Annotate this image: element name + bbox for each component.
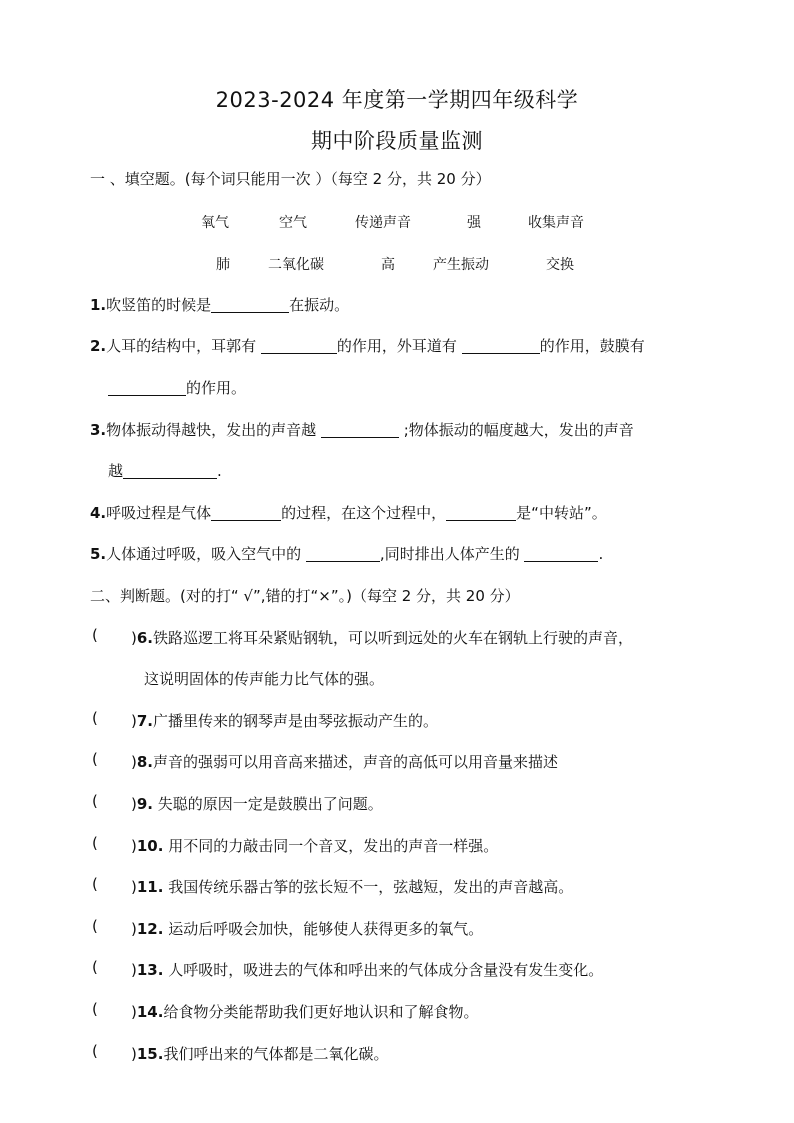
word-bank-item: 肺 — [216, 257, 230, 273]
answer-blank[interactable] — [446, 502, 516, 521]
question-3-cont: 越 . — [108, 462, 222, 480]
judgment-item-11: )11. 我国传统乐器古筝的弦长短不一，弦越短，发出的声音越高。 — [131, 878, 574, 896]
page-subtitle: 期中阶段质量监测 — [311, 129, 483, 153]
word-bank-item: 传递声音 — [355, 215, 411, 231]
answer-blank[interactable] — [108, 377, 186, 396]
word-bank-item: 交换 — [546, 257, 574, 273]
answer-paren-open[interactable]: ( — [92, 875, 98, 893]
answer-paren-open[interactable]: ( — [92, 834, 98, 852]
judgment-item-14: )14.给食物分类能帮助我们更好地认识和了解食物。 — [131, 1003, 479, 1021]
question-4: 4.呼吸过程是气体 的过程，在这个过程中， 是“中转站”。 — [90, 504, 607, 522]
judgment-item-6: )6.铁路巡逻工将耳朵紧贴钢轨，可以听到远处的火车在钢轨上行驶的声音， — [131, 629, 634, 647]
judgment-item-7: )7.广播里传来的钢琴声是由琴弦振动产生的。 — [131, 712, 439, 730]
question-2-cont: 的作用。 — [108, 376, 246, 400]
word-bank-item: 空气 — [279, 215, 307, 231]
judgment-item-13: )13. 人呼吸时，吸进去的气体和呼出来的气体成分含量没有发生变化。 — [131, 961, 604, 979]
judgment-item-10: )10. 用不同的力敲击同一个音叉，发出的声音一样强。 — [131, 837, 499, 855]
answer-blank[interactable] — [123, 460, 217, 479]
answer-paren-open[interactable]: ( — [92, 709, 98, 727]
judgment-item-12: )12. 运动后呼吸会加快，能够使人获得更多的氧气。 — [131, 920, 484, 938]
word-bank-item: 氧气 — [201, 215, 229, 231]
answer-blank[interactable] — [321, 419, 399, 438]
word-bank-item: 强 — [467, 215, 481, 231]
word-bank-item: 产生振动 — [433, 257, 489, 273]
question-2: 2.人耳的结构中，耳郭有 的作用，外耳道有 的作用，鼓膜有 — [90, 337, 645, 355]
judgment-item-6-cont: 这说明固体的传声能力比气体的强。 — [144, 670, 385, 688]
answer-paren-open[interactable]: ( — [92, 917, 98, 935]
question-1: 1.吹竖笛的时候是 在振动。 — [90, 296, 350, 314]
question-3: 3.物体振动得越快，发出的声音越 ;物体振动的幅度越大，发出的声音 — [90, 421, 634, 439]
answer-blank[interactable] — [261, 335, 337, 354]
answer-blank[interactable] — [211, 294, 289, 313]
answer-paren-open[interactable]: ( — [92, 750, 98, 768]
section1-heading: 一 、填空题。(每个词只能用一次 ）（每空 2 分，共 20 分） — [90, 170, 491, 188]
answer-paren-open[interactable]: ( — [92, 792, 98, 810]
word-bank-item: 收集声音 — [528, 215, 584, 231]
answer-blank[interactable] — [462, 335, 540, 354]
answer-blank[interactable] — [524, 543, 598, 562]
answer-blank[interactable] — [211, 502, 281, 521]
section2-heading: 二、判断题。(对的打“ √”,错的打“×”。)（每空 2 分，共 20 分） — [90, 587, 520, 605]
word-bank-item: 高 — [381, 257, 395, 273]
question-5: 5.人体通过呼吸，吸入空气中的 ,同时排出人体产生的 . — [90, 545, 604, 563]
page-title: 2023-2024 年度第一学期四年级科学 — [215, 88, 579, 112]
judgment-item-8: )8.声音的强弱可以用音高来描述，声音的高低可以用音量来描述 — [131, 753, 559, 771]
judgment-item-15: )15.我们呼出来的气体都是二氧化碳。 — [131, 1045, 389, 1063]
answer-paren-open[interactable]: ( — [92, 1042, 98, 1060]
answer-paren-open[interactable]: ( — [92, 1000, 98, 1018]
word-bank-item: 二氧化碳 — [268, 257, 324, 273]
answer-paren-open[interactable]: ( — [92, 626, 98, 644]
judgment-item-9: )9. 失聪的原因一定是鼓膜出了问题。 — [131, 795, 383, 813]
answer-paren-open[interactable]: ( — [92, 958, 98, 976]
answer-blank[interactable] — [306, 543, 380, 562]
